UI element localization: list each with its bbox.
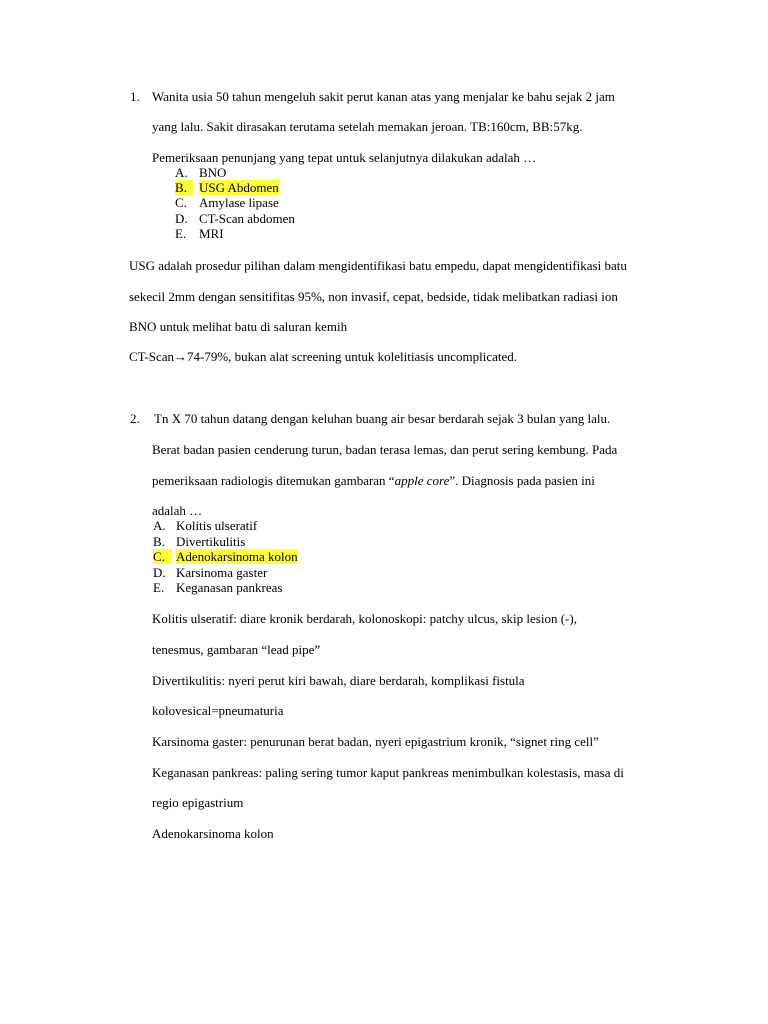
option-text: Divertikulitis (176, 534, 246, 549)
option-letter: E. (153, 580, 165, 595)
option-letter: E. (175, 226, 187, 241)
explanation-line: CT-Scan→74-79%, bukan alat screening untuk kolelitiasis uncomplicated. (129, 349, 517, 364)
option-letter: B. (153, 534, 165, 549)
explanation-line: Keganasan pankreas: paling sering tumor kaput pankreas menimbulkan kolestasis, masa di (152, 765, 624, 780)
option-text: Kolitis ulseratif (176, 518, 258, 533)
explanation-line: USG adalah prosedur pilihan dalam mengidentifikasi batu empedu, dapat mengidentifikasi batu (129, 258, 627, 273)
explanation-line: regio epigastrium (152, 795, 244, 810)
question-text-line: Tn X 70 tahun datang dengan keluhan buang air besar berdarah sejak 3 bulan yang lalu. (154, 411, 611, 426)
option-letter: D. (175, 211, 188, 226)
option-text: Amylase lipase (199, 195, 279, 210)
option-letter: C. (175, 195, 187, 210)
question-text-italic: apple core (394, 473, 450, 488)
option-letter-highlighted: B. (175, 180, 193, 195)
option-text-correct-answer: USG Abdomen (199, 180, 279, 195)
question-text-line: Berat badan pasien cenderung turun, badan terasa lemas, dan perut sering kembung. Pada (152, 442, 618, 457)
explanation-line: Karsinoma gaster: penurunan berat badan, nyeri epigastrium kronik, “signet ring cell” (152, 734, 599, 749)
option-letter: A. (153, 518, 166, 533)
question-text-segment: pemeriksaan radiologis ditemukan gambaran “ (152, 473, 395, 488)
question-text-line: Pemeriksaan penunjang yang tepat untuk selanjutnya dilakukan adalah … (152, 150, 537, 165)
option-text-correct-answer: Adenokarsinoma kolon (176, 549, 298, 564)
explanation-line: sekecil 2mm dengan sensitifitas 95%, non invasif, cepat, bedside, tidak melibatkan radiasi ion (129, 289, 618, 304)
question-number: 1. (130, 89, 140, 104)
option-text: CT-Scan abdomen (199, 211, 295, 226)
question-number: 2. (130, 411, 140, 426)
question-text-line: yang lalu. Sakit dirasakan terutama setelah memakan jeroan. TB:160cm, BB:57kg. (152, 119, 583, 134)
explanation-line: Adenokarsinoma kolon (152, 826, 274, 841)
option-letter: A. (175, 165, 188, 180)
explanation-line: Kolitis ulseratif: diare kronik berdarah, kolonoskopi: patchy ulcus, skip lesion (-), (152, 611, 577, 626)
option-letter-highlighted: C. (153, 549, 172, 564)
option-text: BNO (199, 165, 227, 180)
explanation-line: tenesmus, gambaran “lead pipe” (152, 642, 321, 657)
option-text: MRI (199, 226, 224, 241)
explanation-line: kolovesical=pneumaturia (152, 703, 284, 718)
explanation-line: Divertikulitis: nyeri perut kiri bawah, diare berdarah, komplikasi fistula (152, 673, 525, 688)
question-text-line: Wanita usia 50 tahun mengeluh sakit perut kanan atas yang menjalar ke bahu sejak 2 jam (152, 89, 615, 104)
question-text-line (152, 473, 595, 488)
explanation-line: BNO untuk melihat batu di saluran kemih (129, 319, 348, 334)
option-letter: D. (153, 565, 166, 580)
question-text-segment: ”. Diagnosis pada pasien ini (449, 473, 595, 488)
option-text: Keganasan pankreas (176, 580, 283, 595)
option-text: Karsinoma gaster (176, 565, 268, 580)
question-text-line: adalah … (152, 503, 203, 518)
